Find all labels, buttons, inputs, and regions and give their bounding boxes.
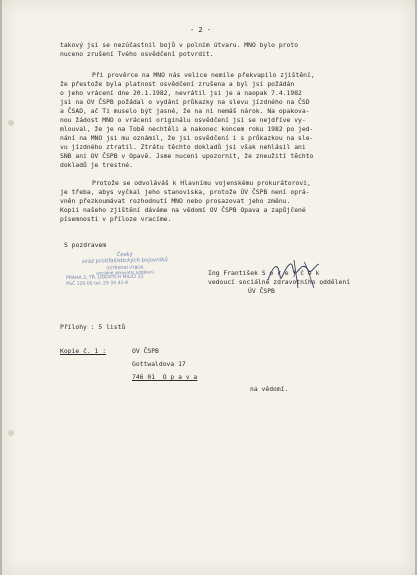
signer-title: vedoucí sociálně zdravotního oddělení: [208, 279, 351, 286]
body-line: Protože se odvoláváš k Hlavnímu vojenskému prokurátorovi,: [92, 180, 311, 187]
body-line: Při prověrce na MNO nás velice nemile překvapilo zjištění,: [92, 72, 315, 79]
stamp-line: ÚSTŘEDNÍ VÝBOR: [106, 264, 144, 271]
copy-note: na vědomí.: [250, 386, 289, 393]
stamp-line: svaz protifašistických bojovníků: [81, 257, 168, 266]
stamp-line: sociálně zdravotní oddělení: [96, 269, 154, 276]
signer-org: ÚV ČSPB: [248, 288, 275, 295]
body-line: o jeho vrácení dne 20.1.1982, nevrátil jsi je a naopak 7.4.1982: [60, 90, 302, 97]
stamp-line: Český: [116, 251, 133, 259]
copy-label: Kopie č. 1 :: [60, 348, 107, 355]
body-line: nou žádost MNO o vrácení originálu osvědčení jsi se nejdříve vy-: [60, 117, 306, 124]
body-line: vněn přezkoumávat rozhodnutí MNO nebo prosazovat jeho změnu.: [60, 198, 291, 205]
punch-hole-mark: [8, 430, 14, 436]
body-line: že přestože byla platnost osvědčení zrušena a byl jsi požádán: [60, 81, 295, 88]
body-line: nání na MNO jsi mu oznámil, že jsi osvědčení i s průkazkou na sle-: [60, 135, 314, 142]
copy-street: Gottwaldova 17: [132, 361, 186, 368]
copy-city: 746 01 O p a v a: [132, 374, 198, 381]
organization-stamp: [60, 251, 191, 289]
page-number: - 2 -: [190, 26, 212, 34]
copy-recipient: OV ČSPB: [132, 348, 159, 355]
signer-name: Ing František S o r e j č e k: [208, 270, 320, 277]
closing-greeting: S pozdravem: [64, 242, 107, 249]
body-line: nuceno zrušení Tvého osvědčení potvrdit.: [60, 51, 214, 58]
body-line: takový jsi se nezúčastnil bojů v polním útvaru. MNO bylo proto: [60, 42, 299, 49]
body-line: Kopii našeho zjištění dáváme na vědomí OV ČSPB Opava a zapůjčené: [60, 207, 306, 214]
stamp-line: PSČ 120 00 tel. 29 35 41-8: [66, 281, 129, 288]
letter-page: [2, 0, 415, 575]
body-line: a ČSAD, ač Ti muselo být jasné, že na ni nemáš nárok. Na opakova-: [60, 108, 310, 115]
stamp-line: PRAHA 2, TŘ. LIDOVÝCH MILICÍ 22: [66, 274, 144, 281]
attachments-note: Přílohy : 5 listů: [60, 324, 126, 331]
body-line: mlouval, že je na Tobě nechtěli a nakonec koncem roku 1982 po jed-: [60, 126, 314, 133]
body-line: SNB ani OV ČSPB v Opavě. Jsme nuceni upozornit, že zneužití těchto: [60, 153, 314, 160]
punch-hole-mark: [8, 120, 14, 126]
body-line: je třeba, abys vyčkal jeho stanoviska, protože ÚV ČSPB není oprá-: [60, 189, 310, 196]
body-line: dokladů je trestné.: [60, 162, 133, 169]
body-line: písemnosti v příloze vracíme.: [60, 216, 172, 223]
body-line: vu jízdného ztratil. Ztrátu těchto dokladů jsi však nehlásil ani: [60, 144, 306, 151]
body-line: jsi na OV ČSPB požádal o vydání průkazky na slevu jízdného na ČSD: [60, 99, 310, 106]
